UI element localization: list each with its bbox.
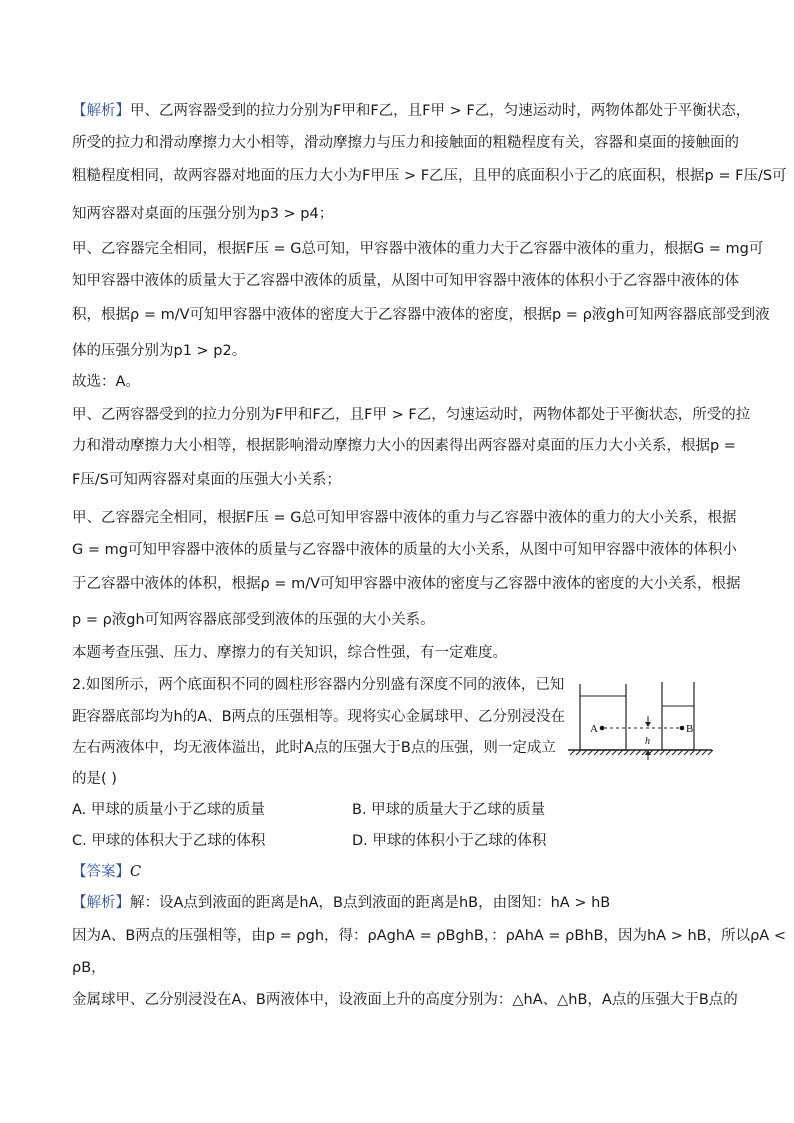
point-a [600, 726, 605, 731]
answer-tag: 【答案】 [72, 864, 130, 880]
h-arrow-top-head [645, 722, 651, 727]
analysis-line-11: 力和滑动摩擦力大小相等，根据影响滑动摩擦力大小的因素得出两容器对桌面的压力大小关系，根据p = [72, 438, 736, 454]
analysis-line-12: F压/S可知两容器对桌面的压强大小关系； [72, 472, 341, 488]
analysis-line-5: 甲、乙容器完全相同，根据F压 = G总可知，甲容器中液体的重力大于乙容器中液体的重力，根据G = mg可 [72, 241, 764, 257]
analysis-line-15: 于乙容器中液体的体积，根据ρ = m/V可知甲容器中液体的密度与乙容器中液体的密度的大小关系，根据 [72, 576, 741, 592]
analysis-line-6: 知甲容器中液体的质量大于乙容器中液体的质量，从图中可知甲容器中液体的体积小于乙容器中液体的体 [72, 273, 739, 289]
analysis-line-17: 本题考查压强、压力、摩擦力的有关知识，综合性强，有一定难度。 [72, 645, 507, 661]
q2-analysis-line-4: 金属球甲、乙分别浸没在A、B两液体中，设液面上升的高度分别为：△hA、△hB，A点的压强大于B点的 [72, 992, 738, 1008]
analysis-line-2: 所受的拉力和滑动摩擦力大小相等，滑动摩擦力与压力和接触面的粗糙程度有关，容器和桌面的接触面的 [72, 135, 739, 151]
answer-line [72, 862, 141, 882]
question-line-4: 的是( ) [72, 771, 117, 787]
analysis-line-7: 积，根据ρ = m/V可知甲容器中液体的密度大于乙容器中液体的密度，根据p = ρ液gh可知两容器底部受到液 [72, 307, 770, 323]
question-line-1: 2.如图所示，两个底面积不同的圆柱形容器内分别盛有深度不同的液体，已知 [72, 677, 565, 693]
q2-analysis-line-3: ρB， [72, 960, 106, 976]
containers-figure [560, 680, 720, 762]
label-b: B [686, 723, 694, 735]
analysis-line-4: 知两容器对桌面的压强分别为p3 > p4； [72, 206, 334, 222]
label-h: h [645, 736, 650, 747]
option-c[interactable]: C. 甲球的体积大于乙球的体积 [72, 833, 266, 849]
question-line-2: 距容器底部均为h的A、B两点的压强相等。现将实心金属球甲、乙分别浸没在 [72, 709, 566, 725]
left-container [580, 684, 626, 750]
point-b [680, 726, 685, 731]
analysis-line-3: 粗糙程度相同，故两容器对地面的压力大小为F甲压 > F乙压，且甲的底面积小于乙的底面积，根据p = F压/S可 [72, 168, 787, 184]
question-line-3: 左右两液体中，均无液体溢出，此时A点的压强大于B点的压强，则一定成立 [72, 740, 556, 756]
analysis-line-14: G = mg可知甲容器中液体的质量与乙容器中液体的质量的大小关系，从图中可知甲容器中液体的体积小 [72, 542, 737, 558]
label-a: A [590, 723, 598, 735]
analysis-line-8: 体的压强分别为p1 > p2。 [72, 343, 247, 359]
answer-value: C [130, 864, 142, 880]
right-container [662, 682, 694, 750]
option-d[interactable]: D. 甲球的体积小于乙球的体积 [352, 833, 547, 849]
analysis-line-16: p = ρ液gh可知两容器底部受到液体的压强的大小关系。 [72, 612, 435, 628]
analysis-line-13: 甲、乙容器完全相同，根据F压 = G总可知甲容器中液体的重力与乙容器中液体的重力的大小关系，根据 [72, 510, 737, 526]
analysis-tag: 【解析】 [72, 103, 130, 119]
option-b[interactable]: B. 甲球的质量大于乙球的质量 [352, 802, 546, 818]
analysis-line-9: 故选：A。 [72, 374, 140, 390]
analysis-line-1: 【解析】甲、乙两容器受到的拉力分别为F甲和F乙，且F甲 > F乙，匀速运动时，两物体都处于平衡状态， [72, 103, 751, 119]
q2-analysis-tag: 【解析】 [72, 895, 130, 911]
q2-analysis-line-2: 因为A、B两点的压强相等，由p = ρgh，得：ρAghA = ρBghB，：ρAhA = ρBhB，因为hA > hB，所以ρA < [72, 928, 786, 944]
option-a[interactable]: A. 甲球的质量小于乙球的质量 [72, 802, 265, 818]
q2-analysis-line-1: 【解析】解：设A点到液面的距离是hA，B点到液面的距离是hB，由图知：hA > hB [72, 895, 611, 911]
analysis-line-10: 甲、乙两容器受到的拉力分别为F甲和F乙，且F甲 > F乙，匀速运动时，两物体都处于平衡状态，所受的拉 [72, 407, 751, 423]
